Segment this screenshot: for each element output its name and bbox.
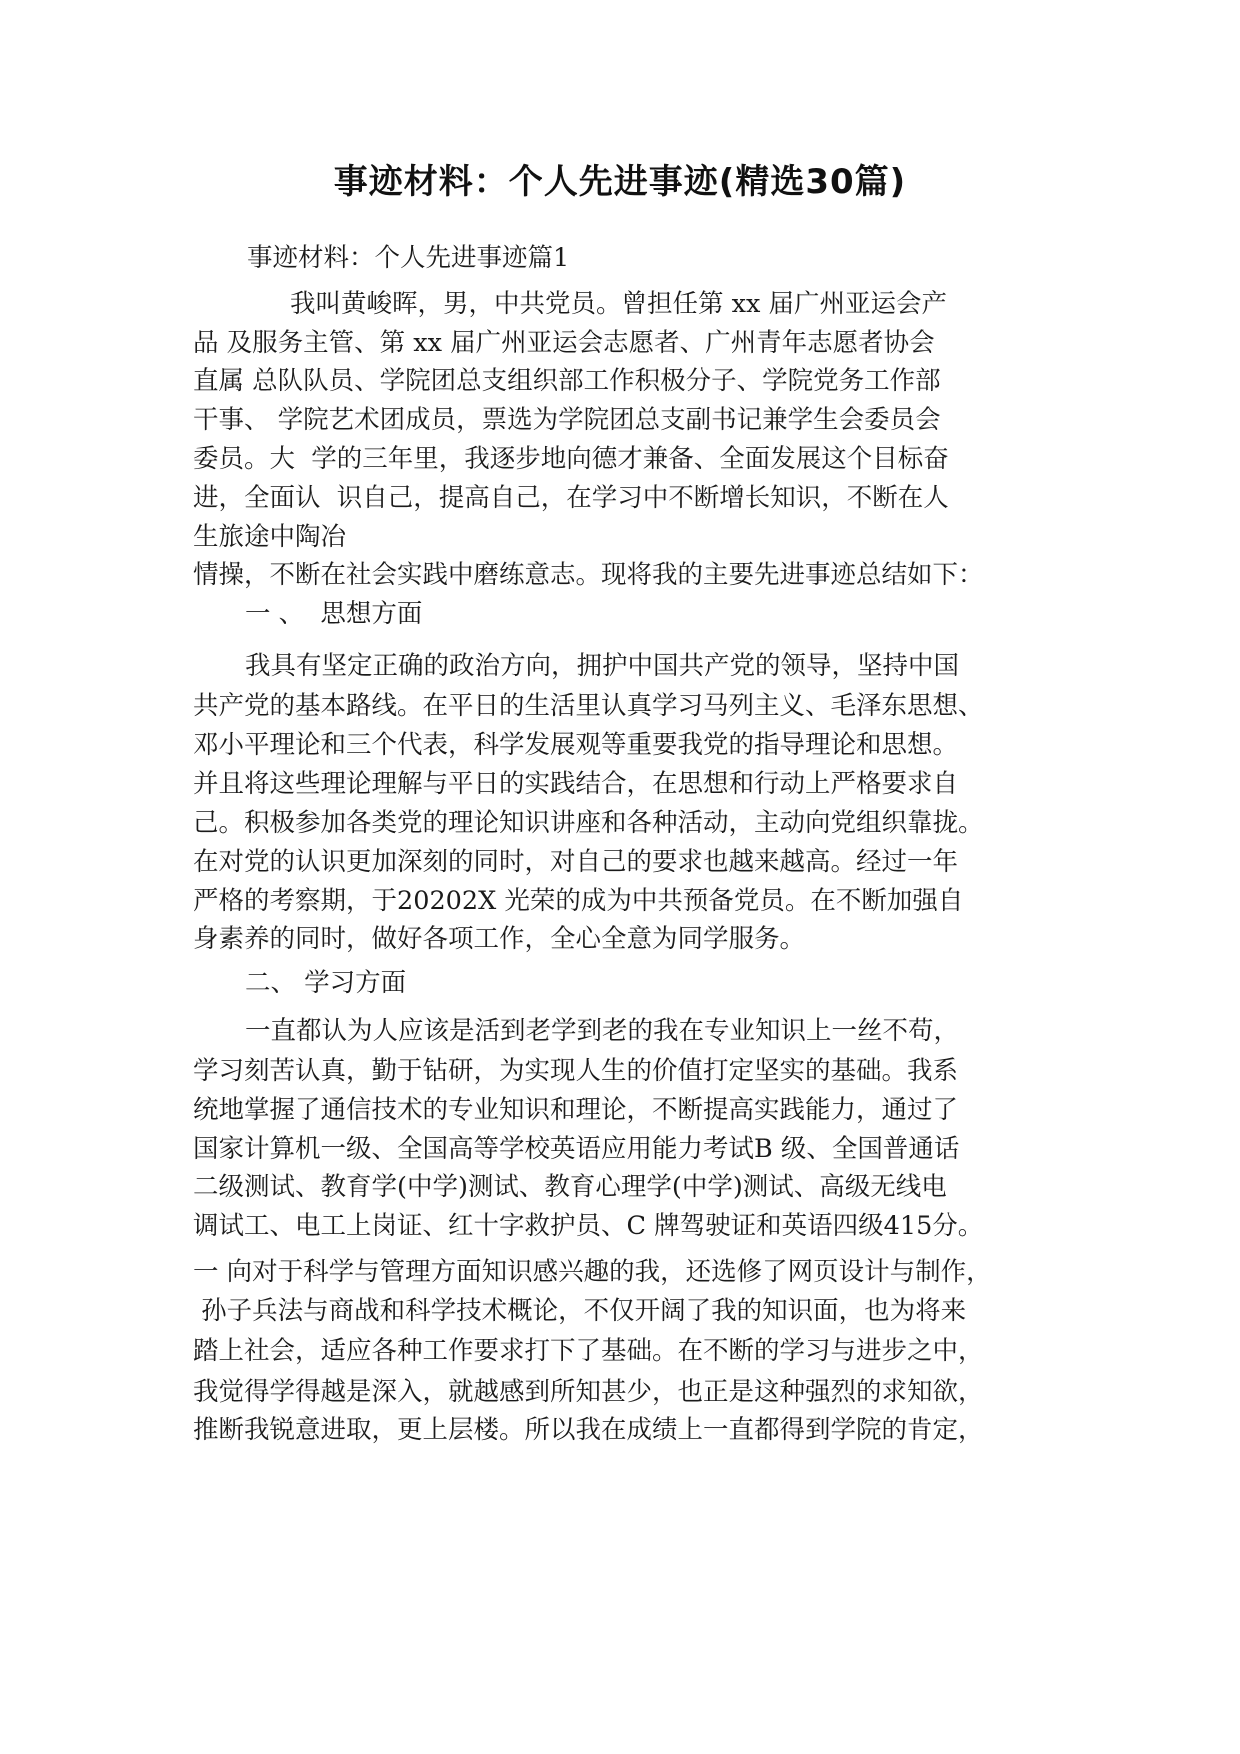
paragraph-line: 品 及服务主管、第 xx 届广州亚运会志愿者、广州青年志愿者协会 <box>193 328 935 358</box>
paragraph-line: 一 向对于科学与管理方面知识感兴趣的我，还选修了网页设计与制作， <box>193 1257 992 1287</box>
paragraph-line: 孙子兵法与商战和科学技术概论，不仅开阔了我的知识面，也为将来 <box>193 1296 967 1326</box>
paragraph-line: 生旅途中陶冶 <box>193 522 347 552</box>
section-heading: 一 、 思想方面 <box>245 599 423 629</box>
document-title: 事迹材料：个人先进事迹(精选30篇) <box>333 162 907 202</box>
paragraph-line: 严格的考察期，于20202X 光荣的成为中共预备党员。在不断加强自 <box>193 886 964 916</box>
paragraph-line: 一直都认为人应该是活到老学到老的我在专业知识上一丝不苟， <box>245 1016 960 1046</box>
section-heading: 二、 学习方面 <box>245 968 407 998</box>
paragraph-line: 进，全面认 识自己，提高自己，在学习中不断增长知识，不断在人 <box>193 483 949 513</box>
paragraph-line: 学习刻苦认真，勤于钻研，为实现人生的价值打定坚实的基础。我系 <box>193 1056 959 1086</box>
paragraph-line: 己。积极参加各类党的理论知识讲座和各种活动，主动向党组织靠拢。 <box>193 808 984 838</box>
paragraph-line: 身素养的同时，做好各项工作，全心全意为同学服务。 <box>193 924 806 954</box>
paragraph-line: 推断我锐意进取，更上层楼。所以我在成绩上一直都得到学院的肯定， <box>193 1415 984 1445</box>
paragraph-line: 共产党的基本路线。在平日的生活里认真学习马列主义、毛泽东思想、 <box>193 691 984 721</box>
paragraph-line: 二级测试、教育学(中学)测试、教育心理学(中学)测试、高级无线电 <box>193 1172 947 1202</box>
paragraph-line: 委员。大 学的三年里，我逐步地向德才兼备、全面发展这个目标奋 <box>193 444 949 474</box>
paragraph-line: 情操，不断在社会实践中磨练意志。现将我的主要先进事迹总结如下： <box>193 560 984 590</box>
paragraph-line: 干事、 学院艺术团成员，票选为学院团总支副书记兼学生会委员会 <box>193 405 941 435</box>
paragraph-line: 直属 总队队员、学院团总支组织部工作积极分子、学院党务工作部 <box>193 366 941 396</box>
paragraph-line: 统地掌握了通信技术的专业知识和理论，不断提高实践能力，通过了 <box>193 1095 959 1125</box>
paragraph-line: 国家计算机一级、全国高等学校英语应用能力考试B 级、全国普通话 <box>193 1134 960 1164</box>
section-heading: 事迹材料：个人先进事迹篇1 <box>247 243 570 273</box>
paragraph-line: 并且将这些理论理解与平日的实践结合，在思想和行动上严格要求自 <box>193 769 959 799</box>
paragraph-line: 我叫黄峻晖，男，中共党员。曾担任第 xx 届广州亚运会产 <box>290 289 947 319</box>
paragraph-line: 我具有坚定正确的政治方向，拥护中国共产党的领导，坚持中国 <box>245 651 960 681</box>
paragraph-line: 调试工、电工上岗证、红十字救护员、C 牌驾驶证和英语四级415分。 <box>193 1211 984 1241</box>
paragraph-line: 我觉得学得越是深入，就越感到所知甚少，也正是这种强烈的求知欲， <box>193 1377 984 1407</box>
paragraph-line: 踏上社会，适应各种工作要求打下了基础。在不断的学习与进步之中， <box>193 1336 984 1366</box>
paragraph-line: 邓小平理论和三个代表，科学发展观等重要我党的指导理论和思想。 <box>193 730 959 760</box>
paragraph-line: 在对党的认识更加深刻的同时，对自己的要求也越来越高。经过一年 <box>193 847 959 877</box>
